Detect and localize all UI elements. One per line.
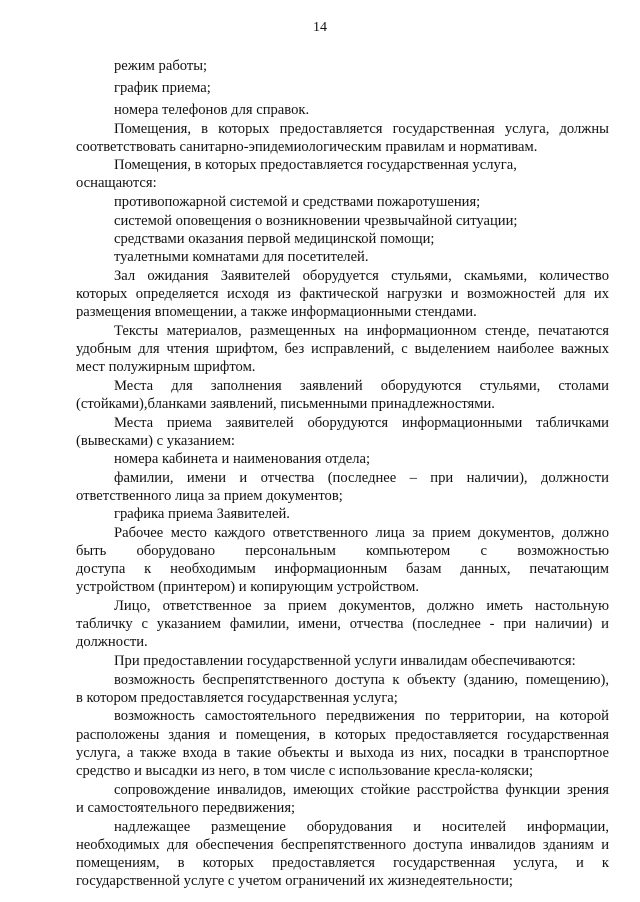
text-line: Лицо, ответственное за прием документов, должно иметь настольную [114, 598, 609, 614]
text-line: Зал ожидания Заявителей оборудуется стульями, скамьями, количество [114, 268, 609, 284]
text-line: При предоставлении государственной услуги инвалидам обеспечиваются: [114, 653, 576, 669]
text-line: Помещения, в которых предоставляется государственная услуга, должны [114, 121, 609, 137]
page-number: 14 [313, 20, 327, 35]
text-line: режим работы; [114, 58, 208, 74]
text-line: оснащаются: [76, 175, 157, 191]
text-line: помещениям, в которых предоставляется государственная услуга, и к [76, 855, 609, 871]
text-line: удобным для чтения шрифтом, без исправлений, с выделением наиболее важных [76, 341, 609, 357]
text-line: Помещения, в которых предоставляется государственная услуга, [114, 157, 517, 173]
text-line: графика приема Заявителей. [114, 506, 290, 522]
text-line: график приема; [114, 80, 211, 96]
text-line: ответственного лица за прием документов; [76, 488, 343, 504]
text-line: Места для заполнения заявлений оборудуются стульями, столами [114, 378, 609, 394]
text-line: возможность самостоятельного передвижения по территории, на которой [114, 708, 609, 724]
text-line: необходимых для обеспечения беспрепятственного доступа инвалидов зданиям и [76, 837, 609, 853]
text-line: Рабочее место каждого ответственного лица за прием документов, должно [114, 525, 609, 541]
text-line: системой оповещения о возникновении чрезвычайной ситуации; [114, 213, 518, 229]
text-line: номера телефонов для справок. [114, 102, 310, 118]
text-line: быть оборудовано персональным компьютером с возможностью [76, 543, 609, 559]
text-line: доступа к необходимым информационным базам данных, печатающим [76, 561, 609, 577]
text-line: фамилии, имени и отчества (последнее – при наличии), должности [114, 470, 609, 486]
text-line: средство и высадки из него, в том числе с использование кресла-коляски; [76, 763, 534, 779]
text-line: возможность беспрепятственного доступа к объекту (зданию, помещению), [114, 672, 609, 688]
text-line: должности. [76, 634, 148, 650]
text-line: сопровождение инвалидов, имеющих стойкие расстройства функции зрения [114, 782, 609, 798]
text-line: в котором предоставляется государственная услуга; [76, 690, 398, 706]
text-line: услуга, а также входа в такие объекты и выхода из них, посадки в транспортное [76, 745, 609, 761]
text-line: расположены здания и помещения, в которых предоставляется государственная [76, 727, 609, 743]
text-line: противопожарной системой и средствами пожаротушения; [114, 194, 481, 210]
text-line: номера кабинета и наименования отдела; [114, 451, 371, 467]
text-line: туалетными комнатами для посетителей. [114, 249, 369, 265]
text-line: которых определяется исходя из фактической нагрузки и возможностей для их [76, 286, 609, 302]
text-line: (вывесками) с указанием: [76, 433, 235, 449]
text-line: средствами оказания первой медицинской помощи; [114, 231, 435, 247]
text-line: надлежащее размещение оборудования и носителей информации, [114, 819, 609, 835]
text-line: мест полужирным шрифтом. [76, 359, 256, 375]
text-line: Тексты материалов, размещенных на информационном стенде, печатаются [114, 323, 609, 339]
text-line: (стойками),бланками заявлений, письменными принадлежностями. [76, 396, 495, 412]
text-line: Места приема заявителей оборудуются информационными табличками [114, 415, 609, 431]
text-line: соответствовать санитарно-эпидемиологическим правилам и нормативам. [76, 139, 538, 155]
text-line: табличку с указанием фамилии, имени, отчества (последнее - при наличии) и [76, 616, 609, 632]
text-line: размещения впомещении, а также информационными стендами. [76, 304, 477, 320]
text-line: государственной услуге с учетом ограничений их жизнедеятельности; [76, 873, 513, 889]
text-line: устройством (принтером) и копирующим устройством. [76, 579, 420, 595]
text-line: и самостоятельного передвижения; [76, 800, 296, 816]
